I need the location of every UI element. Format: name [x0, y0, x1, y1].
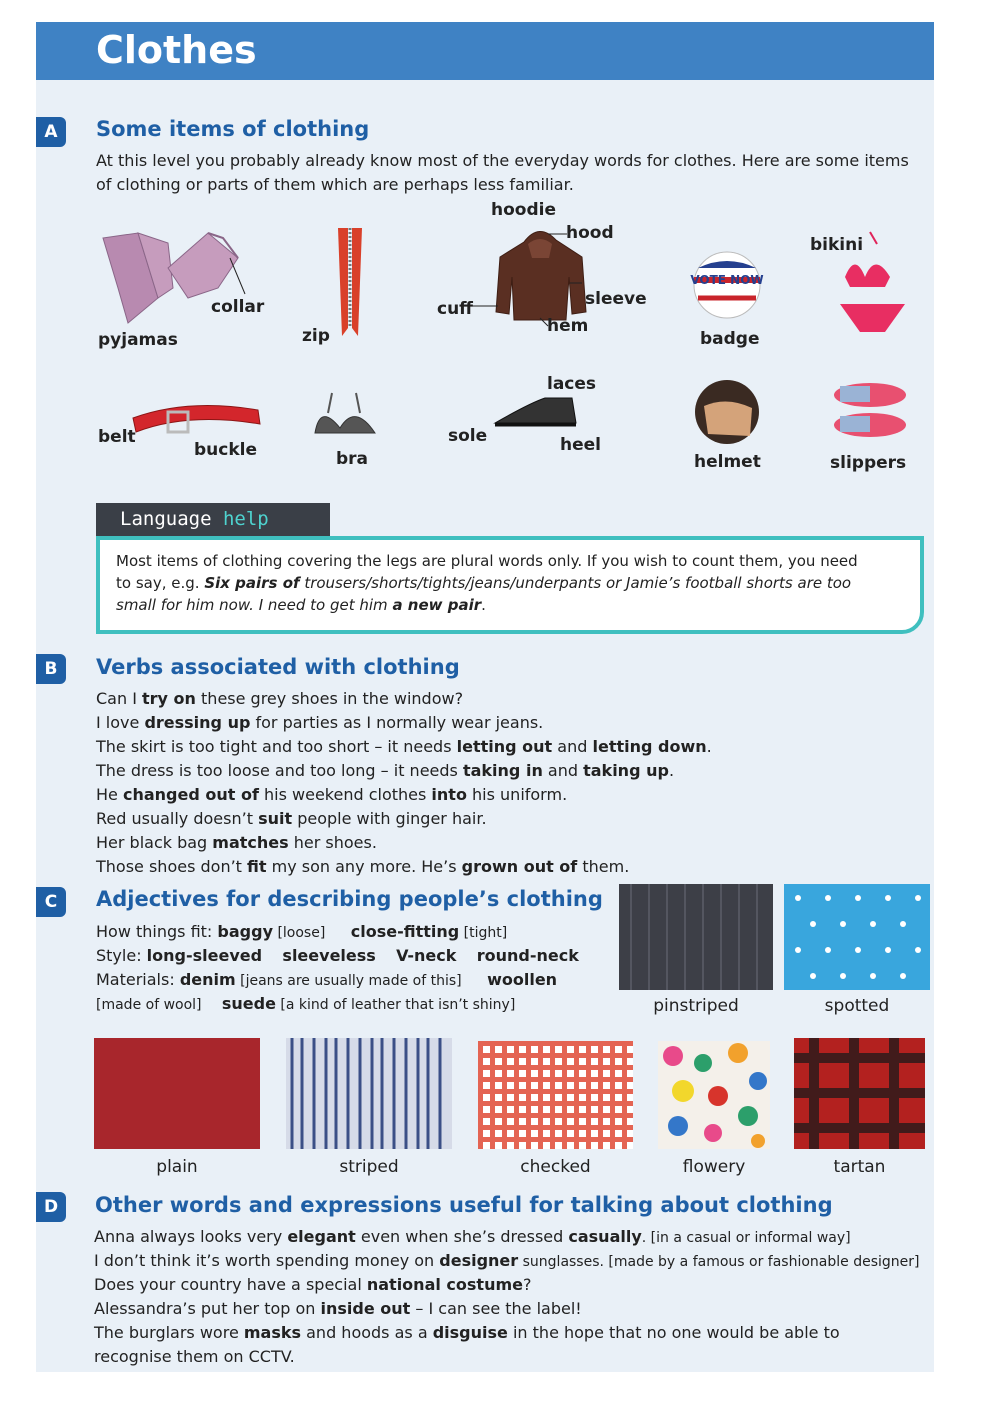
other-sentence: Anna always looks very elegant even when she’s dressed casually. [in a casual or informal way] [94, 1227, 851, 1246]
language-help-tab [96, 503, 330, 536]
swatch-pinstriped [619, 884, 773, 990]
other-sentence: Alessandra’s put her top on inside out – I can see the label! [94, 1299, 582, 1318]
swatch-checked [478, 1041, 633, 1149]
label-plain: plain [156, 1157, 198, 1177]
label-heel: heel [560, 435, 601, 455]
swatch-tartan [794, 1038, 925, 1149]
hoodie-pointers [470, 228, 590, 328]
section-a-intro-line2: of clothing or parts of them which are perhaps less familiar. [96, 175, 574, 194]
label-hem: hem [547, 316, 589, 336]
collar-pointer [225, 258, 255, 298]
language-help-word2: help [222, 508, 269, 530]
adjectives-materials: Materials: denim [jeans are usually made of this] woollen [96, 970, 558, 989]
label-collar: collar [211, 297, 265, 317]
section-c-title: Adjectives for describing people’s clothing [96, 887, 603, 911]
label-zip: zip [302, 326, 330, 346]
label-slippers: slippers [830, 453, 907, 473]
section-a-badge: A [36, 117, 66, 147]
other-sentence: I don’t think it’s worth spending money on designer sunglasses. [made by a famous or fashionable designer] [94, 1251, 920, 1270]
bra-image [310, 393, 380, 443]
verbs-sentence: Her black bag matches her shoes. [96, 833, 377, 852]
swatch-flowery [658, 1041, 770, 1149]
other-sentence: Does your country have a special national costume? [94, 1275, 532, 1294]
bikini-image [835, 232, 910, 342]
section-a-intro-line1: At this level you probably already know most of the everyday words for clothes. Here are some items [96, 151, 909, 170]
label-pinstriped: pinstriped [653, 996, 739, 1016]
language-help-word1: Language [120, 508, 212, 530]
label-badge: badge [700, 329, 760, 349]
verbs-sentence: Those shoes don’t fit my son any more. He’s grown out of them. [96, 857, 630, 876]
label-spotted: spotted [824, 996, 890, 1016]
label-bra: bra [336, 449, 369, 469]
label-sole: sole [448, 426, 488, 446]
verbs-sentence: He changed out of his weekend clothes into his uniform. [96, 785, 568, 804]
page-title: Clothes [96, 28, 257, 72]
belt-image [128, 398, 268, 443]
label-tartan: tartan [833, 1157, 886, 1177]
label-buckle: buckle [194, 440, 258, 460]
label-laces: laces [547, 374, 597, 394]
section-b-badge: B [36, 654, 66, 684]
verbs-sentence: The skirt is too tight and too short – it needs letting out and letting down. [96, 737, 712, 756]
verbs-sentence: The dress is too loose and too long – it needs taking in and taking up. [96, 761, 675, 780]
section-c-badge: C [36, 887, 66, 917]
verbs-sentence: I love dressing up for parties as I normally wear jeans. [96, 713, 544, 732]
zip-image [330, 228, 370, 338]
label-belt: belt [98, 427, 136, 447]
verbs-sentence: Can I try on these grey shoes in the window? [96, 689, 464, 708]
helmet-image [694, 378, 760, 446]
adjectives-style: Style: long-sleeved sleeveless V-neck round-neck [96, 946, 579, 965]
adjectives-materials-2: [made of wool] suede [a kind of leather that isn’t shiny] [96, 994, 516, 1013]
section-d-badge: D [36, 1192, 66, 1222]
label-bikini: bikini [810, 235, 864, 255]
slippers-image [830, 380, 910, 445]
language-help-text: Most items of clothing covering the legs are plural words only. If you wish to count them, you need to say, e.g. Six pairs of trousers/shorts/tights/jeans/underpants or Jamie’s football shorts are too small for him now. I need to get him a new pair. [116, 552, 858, 614]
section-a-title: Some items of clothing [96, 117, 370, 141]
label-checked: checked [520, 1157, 591, 1177]
label-hood: hood [566, 223, 614, 243]
verbs-sentence: Red usually doesn’t suit people with ginger hair. [96, 809, 487, 828]
other-sentence: recognise them on CCTV. [94, 1347, 295, 1366]
label-striped: striped [339, 1157, 399, 1177]
swatch-spotted [784, 884, 930, 990]
adjectives-fit: How things fit: baggy [loose] close-fitting [tight] [96, 922, 508, 941]
label-pyjamas: pyjamas [98, 330, 178, 350]
badge-image [692, 250, 762, 320]
swatch-plain [94, 1038, 260, 1149]
section-b-title: Verbs associated with clothing [96, 655, 460, 679]
label-helmet: helmet [694, 452, 761, 472]
label-flowery: flowery [682, 1157, 746, 1177]
swatch-striped [286, 1038, 452, 1149]
label-cuff: cuff [437, 299, 473, 319]
badge-text: VOTE NOW [690, 273, 764, 287]
shoe-image [490, 393, 580, 433]
label-sleeve: sleeve [585, 289, 647, 309]
label-hoodie: hoodie [491, 200, 556, 220]
section-d-title: Other words and expressions useful for talking about clothing [95, 1193, 833, 1217]
other-sentence: The burglars wore masks and hoods as a disguise in the hope that no one would be able to [94, 1323, 840, 1342]
